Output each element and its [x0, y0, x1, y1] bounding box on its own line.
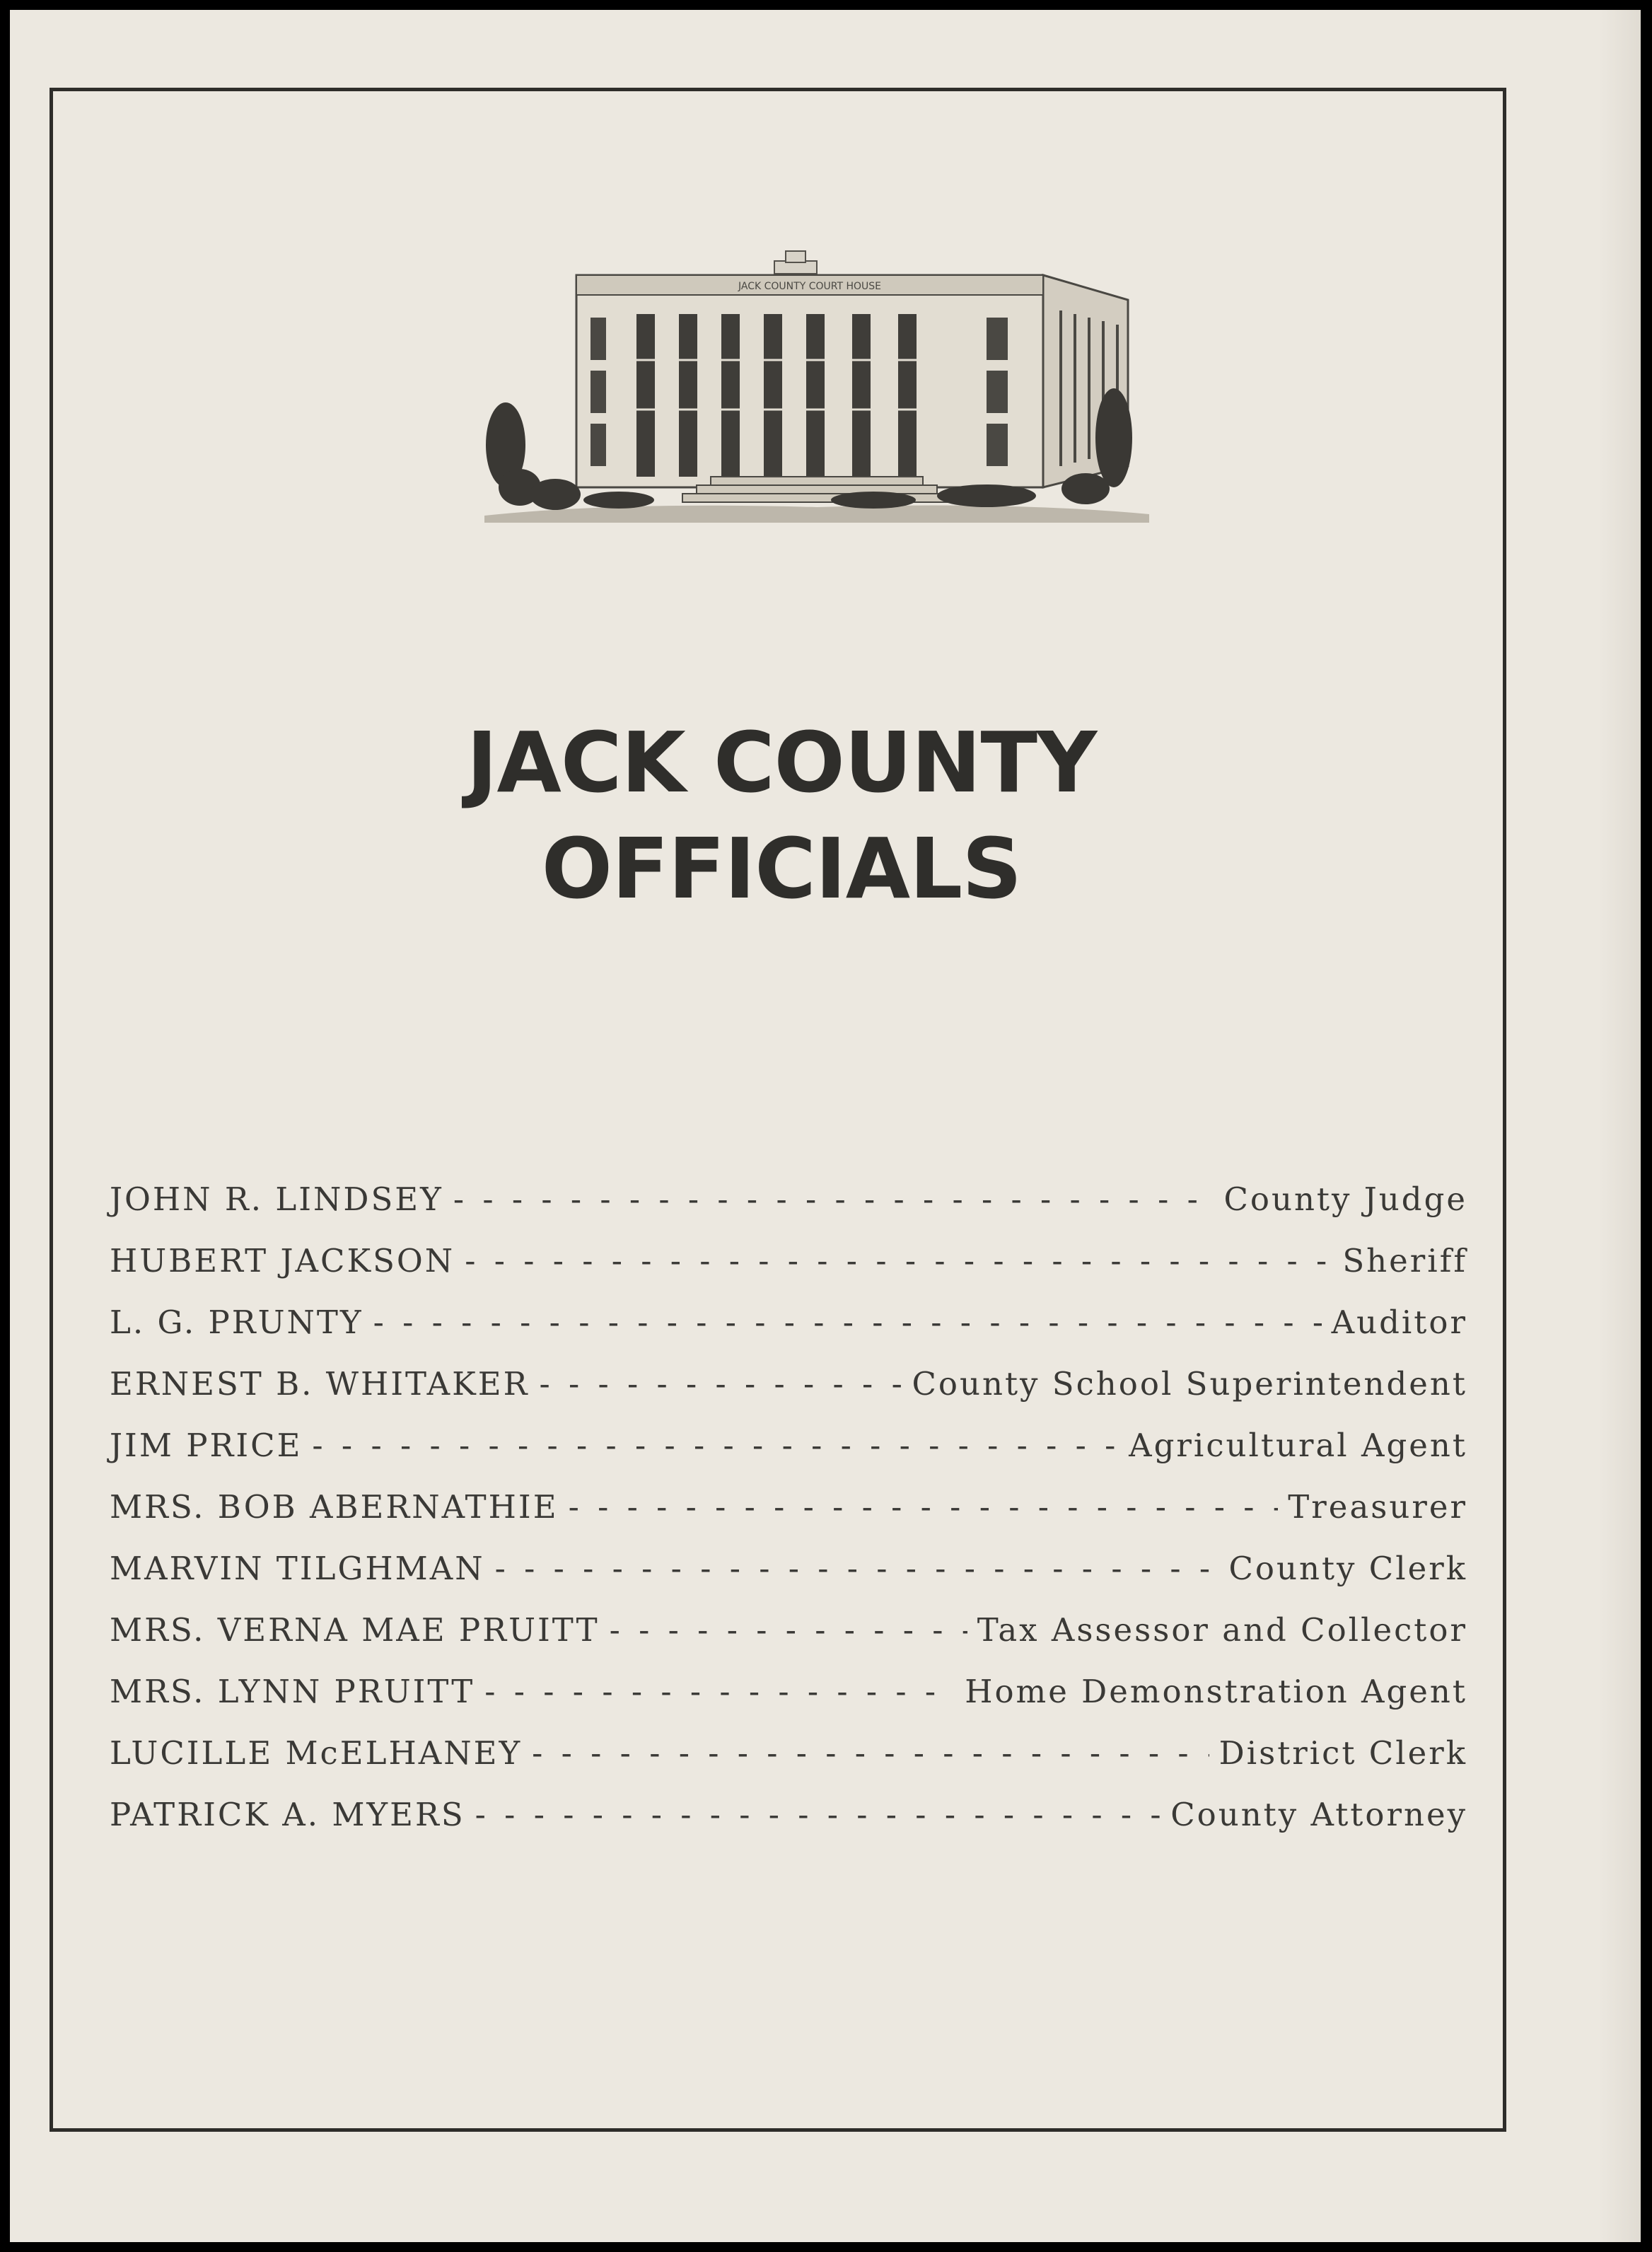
official-row — [110, 1304, 1467, 1365]
official-office: County Attorney — [1170, 1796, 1467, 1833]
official-name: MRS. VERNA MAE PRUITT — [110, 1611, 600, 1649]
dotted-leader — [610, 1611, 967, 1649]
official-row — [110, 1427, 1467, 1488]
dotted-leader — [484, 1673, 955, 1710]
official-office: County Clerk — [1228, 1550, 1467, 1587]
courthouse-building-icon — [477, 233, 1156, 530]
official-office: Sheriff — [1342, 1242, 1467, 1279]
page-border-frame — [50, 88, 1506, 2132]
dotted-leader — [495, 1550, 1219, 1587]
dotted-leader — [539, 1365, 902, 1403]
scanned-page — [10, 10, 1641, 2242]
page-edge-shadow — [1598, 10, 1641, 2242]
dotted-leader — [453, 1180, 1214, 1218]
official-office: District Clerk — [1218, 1734, 1467, 1772]
official-name: MRS. LYNN PRUITT — [110, 1673, 475, 1710]
dotted-leader — [569, 1488, 1279, 1526]
official-row — [110, 1242, 1467, 1304]
official-name: JOHN R. LINDSEY — [110, 1180, 443, 1218]
official-name: PATRICK A. MYERS — [110, 1796, 465, 1833]
official-office: Tax Assessor and Collector — [977, 1611, 1467, 1649]
dotted-leader — [373, 1304, 1322, 1341]
dotted-leader — [312, 1427, 1119, 1464]
page-title-line-2: OFFICIALS — [541, 820, 1022, 917]
dotted-leader — [475, 1796, 1161, 1833]
official-row — [110, 1550, 1467, 1611]
official-name: JIM PRICE — [110, 1427, 303, 1464]
courthouse-sign: JACK COUNTY COURT HOUSE — [738, 281, 881, 292]
official-row — [110, 1673, 1467, 1734]
dotted-leader — [532, 1734, 1209, 1772]
official-office: County Judge — [1223, 1180, 1467, 1218]
official-name: ERNEST B. WHITAKER — [110, 1365, 530, 1403]
officials-list — [110, 1180, 1467, 1857]
page-title-line-1: JACK COUNTY — [466, 714, 1097, 811]
official-row — [110, 1611, 1467, 1673]
official-name: MARVIN TILGHMAN — [110, 1550, 485, 1587]
official-name: LUCILLE McELHANEY — [110, 1734, 523, 1772]
official-office: Auditor — [1331, 1304, 1467, 1341]
official-name: MRS. BOB ABERNATHIE — [110, 1488, 559, 1526]
official-name: HUBERT JACKSON — [110, 1242, 455, 1279]
official-office: Home Demonstration Agent — [965, 1673, 1467, 1710]
official-office: Agricultural Agent — [1129, 1427, 1467, 1464]
official-row — [110, 1488, 1467, 1550]
official-office: County School Superintendent — [912, 1365, 1467, 1403]
official-name: L. G. PRUNTY — [110, 1304, 363, 1341]
official-row — [110, 1365, 1467, 1427]
official-office: Treasurer — [1288, 1488, 1467, 1526]
official-row — [110, 1734, 1467, 1796]
official-row — [110, 1796, 1467, 1857]
official-row — [110, 1180, 1467, 1242]
dotted-leader — [465, 1242, 1332, 1279]
